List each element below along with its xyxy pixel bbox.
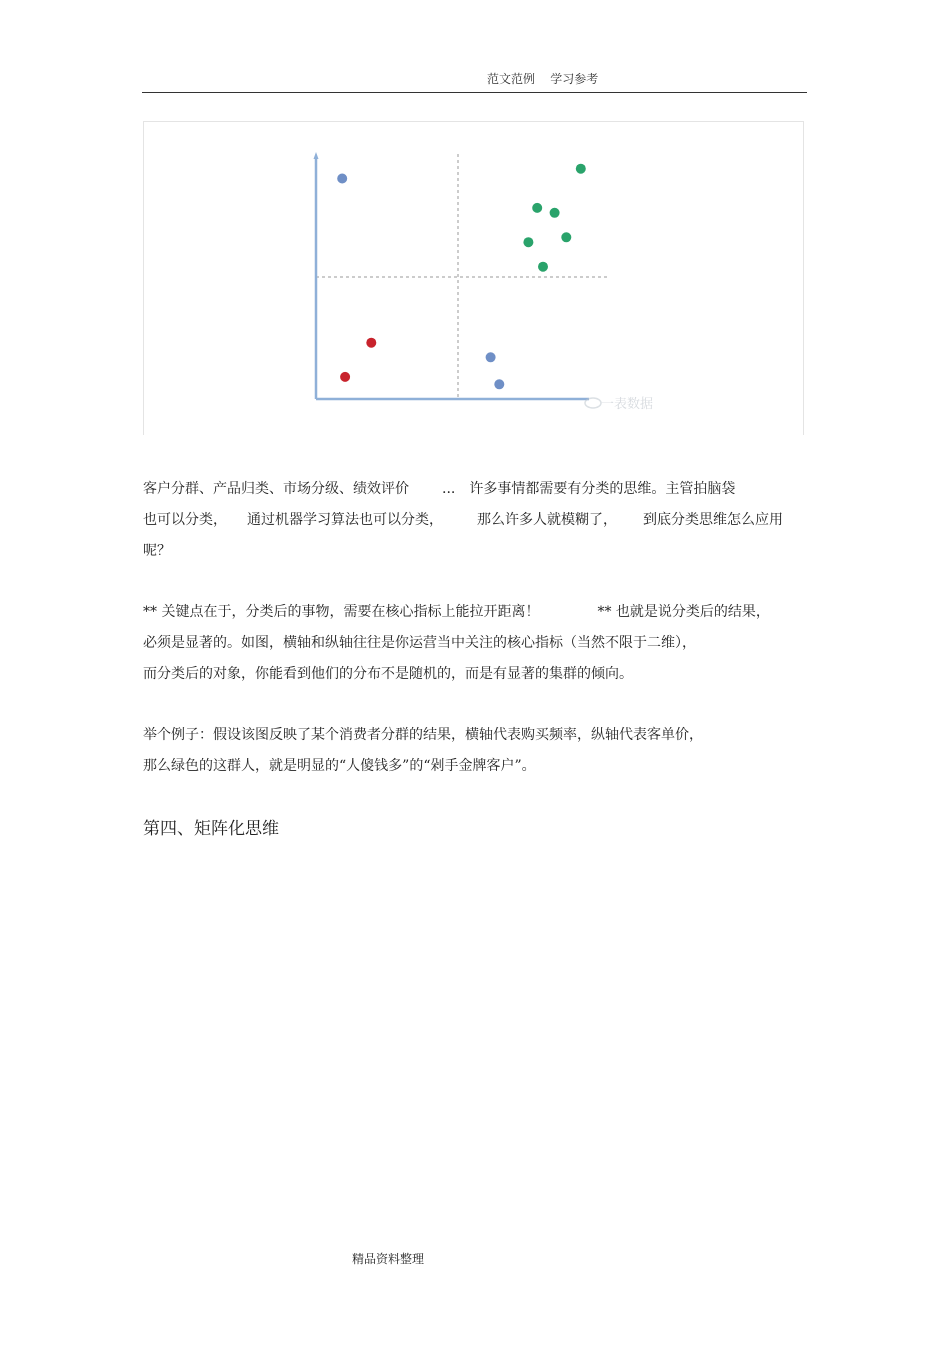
para2-line1-a: ** 关键点在于，分类后的事物，需要在核心指标上能拉开距离！ bbox=[143, 604, 540, 620]
y-axis-arrow bbox=[314, 152, 319, 159]
paragraph-2-line-2 bbox=[143, 628, 803, 659]
para2-line1-b: ** 也就是说分类后的结果， bbox=[597, 604, 770, 620]
paragraph-2-line-1 bbox=[143, 597, 803, 628]
paragraph-3-line-2 bbox=[143, 751, 803, 782]
paragraph-2-line-3 bbox=[143, 659, 803, 690]
para1-line1-b: ... bbox=[442, 481, 456, 497]
page-footer: 精品资料整理 bbox=[352, 1252, 425, 1266]
scatter-point-green-6 bbox=[561, 232, 571, 242]
scatter-point-green-4 bbox=[550, 208, 560, 218]
watermark bbox=[585, 396, 653, 412]
scatter-point-blue-10 bbox=[486, 352, 496, 362]
paragraph-3 bbox=[143, 720, 803, 782]
para1-line2-a: 也可以分类， bbox=[143, 512, 227, 528]
page-header bbox=[142, 70, 807, 93]
watermark-logo bbox=[585, 398, 601, 408]
scatter-point-red-9 bbox=[340, 372, 350, 382]
para1-line1-c: 许多事情都需要有分类的思维。主管拍脑袋 bbox=[469, 481, 736, 497]
scatter-chart bbox=[144, 122, 803, 436]
header-text: 范文范例 学习参考 bbox=[487, 72, 599, 86]
para1-line1-a: 客户分群、产品归类、市场分级、绩效评价 bbox=[143, 481, 409, 497]
paragraph-1-line-1 bbox=[143, 474, 803, 505]
scatter-point-green-7 bbox=[538, 262, 548, 272]
para1-line2-b: 通过机器学习算法也可以分类， bbox=[247, 512, 443, 528]
scatter-point-blue-1 bbox=[337, 174, 347, 184]
paragraph-2 bbox=[143, 597, 803, 690]
scatter-point-blue-11 bbox=[494, 379, 504, 389]
scatter-point-green-2 bbox=[576, 164, 586, 174]
section-heading: 第四、矩阵化思维 bbox=[143, 819, 279, 839]
scatter-point-green-5 bbox=[523, 237, 533, 247]
para1-line2-c: 那么许多人就模糊了， bbox=[477, 512, 617, 528]
para1-line3: 呢？ bbox=[143, 543, 171, 559]
scatter-figure bbox=[143, 121, 804, 435]
para2-line2: 必须是显著的。如图，横轴和纵轴往往是你运营当中关注的核心指标（当然不限于二维）， bbox=[143, 635, 696, 651]
scatter-point-green-3 bbox=[532, 203, 542, 213]
para1-line2-d: 到底分类思维怎么应用 bbox=[643, 512, 783, 528]
scatter-point-red-8 bbox=[366, 338, 376, 348]
paragraph-1 bbox=[143, 474, 803, 567]
paragraph-3-line-1 bbox=[143, 720, 803, 751]
paragraph-1-line-2 bbox=[143, 505, 803, 536]
para2-line3: 而分类后的对象，你能看到他们的分布不是随机的，而是有显著的集群的倾向。 bbox=[143, 666, 633, 682]
para3-line1: 举个例子：假设该图反映了某个消费者分群的结果，横轴代表购买频率，纵轴代表客单价， bbox=[143, 727, 703, 743]
paragraph-1-line-3 bbox=[143, 536, 803, 567]
para3-line2: 那么绿色的这群人，就是明显的“人傻钱多”的“剁手金牌客户”。 bbox=[143, 758, 536, 774]
watermark-text: 一表数据 bbox=[601, 397, 654, 412]
